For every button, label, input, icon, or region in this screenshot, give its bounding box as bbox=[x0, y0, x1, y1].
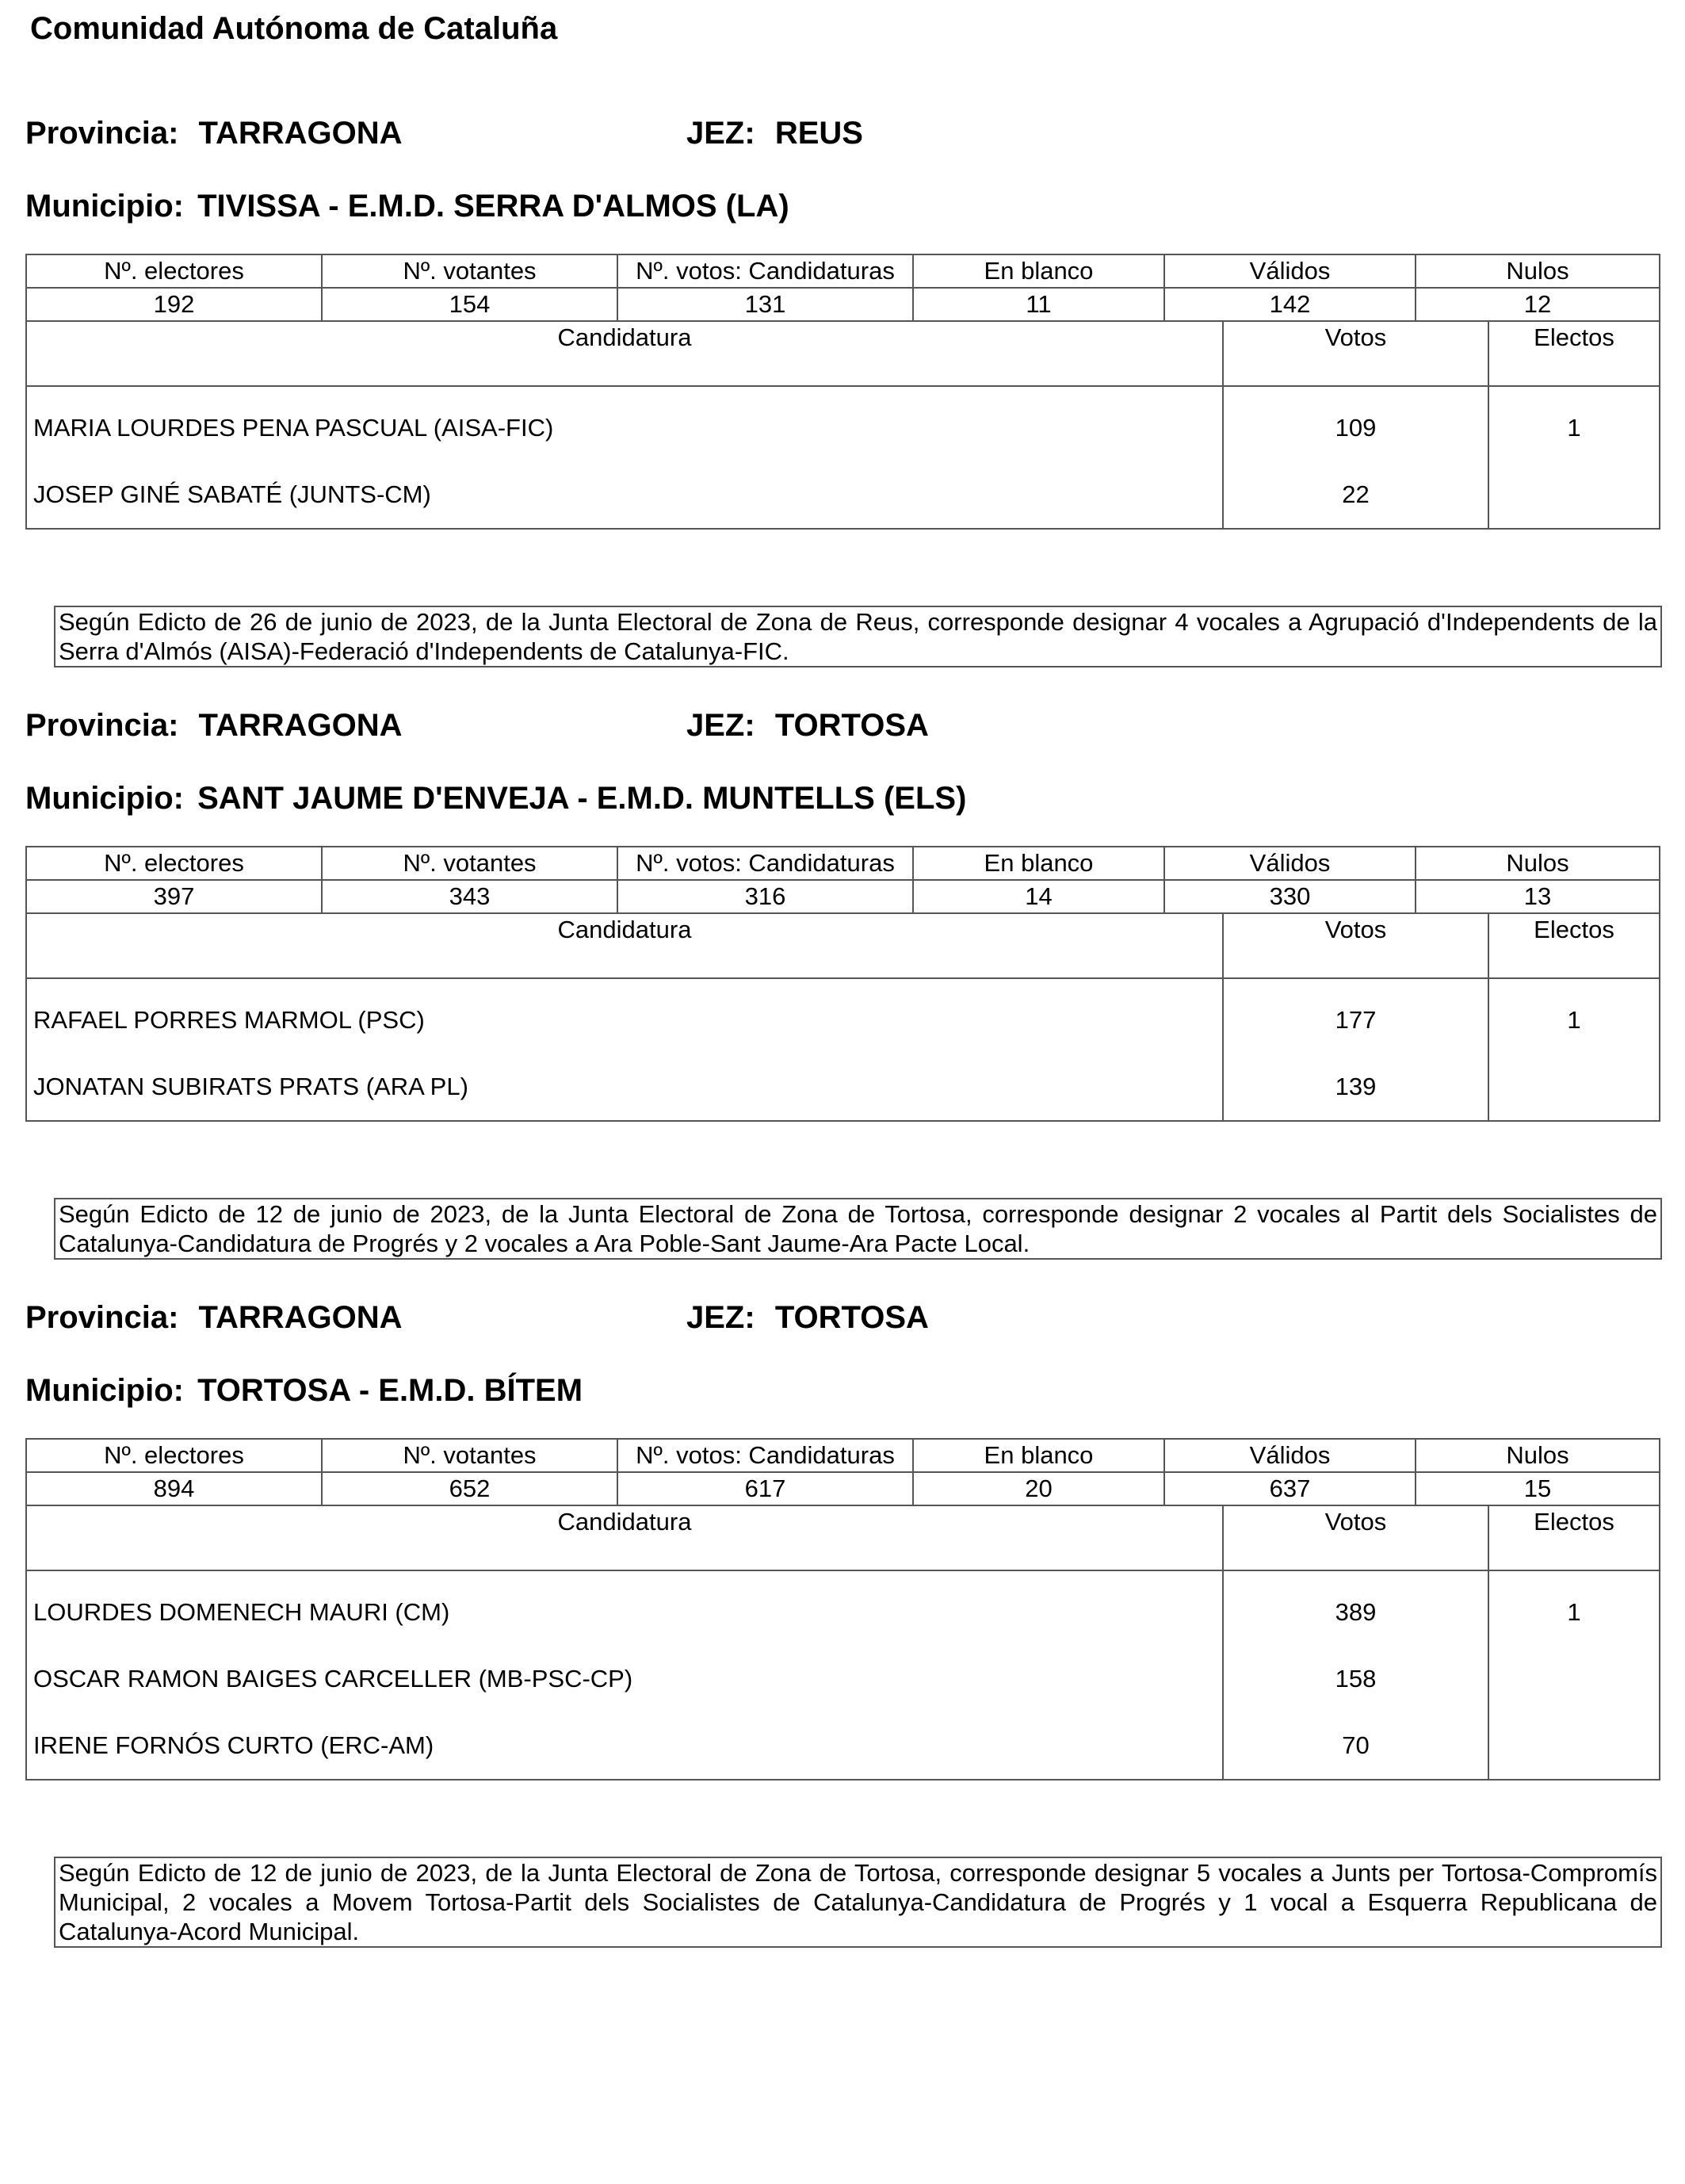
provincia-value: TARRAGONA bbox=[198, 708, 403, 743]
jez-line bbox=[686, 1300, 929, 1336]
stats-electores: 192 bbox=[26, 288, 322, 321]
candidate-name: MARIA LOURDES PENA PASCUAL (AISA-FIC) bbox=[26, 386, 1223, 461]
table-row bbox=[26, 386, 1660, 461]
section-1 bbox=[0, 116, 1685, 702]
stats-header-votantes: Nº. votantes bbox=[322, 1439, 617, 1472]
provincia-value: TARRAGONA bbox=[198, 116, 403, 151]
header-candidatura: Candidatura bbox=[26, 321, 1223, 386]
jez-label: JEZ: bbox=[686, 116, 755, 151]
stats-header-nulos: Nulos bbox=[1416, 847, 1660, 880]
jez-value: TORTOSA bbox=[774, 1300, 929, 1335]
stats-header-blanco: En blanco bbox=[913, 847, 1164, 880]
stats-header-row bbox=[26, 1439, 1660, 1472]
municipio-line bbox=[25, 189, 789, 224]
stats-validos: 637 bbox=[1164, 1472, 1416, 1505]
candidate-name: RAFAEL PORRES MARMOL (PSC) bbox=[26, 978, 1223, 1054]
stats-header-validos: Válidos bbox=[1164, 1439, 1416, 1472]
stats-header-votantes: Nº. votantes bbox=[322, 847, 617, 880]
provincia-line bbox=[25, 1300, 403, 1336]
candidate-electos bbox=[1488, 1712, 1660, 1780]
stats-header-votantes: Nº. votantes bbox=[322, 254, 617, 288]
stats-header-validos: Válidos bbox=[1164, 254, 1416, 288]
candidate-electos: 1 bbox=[1488, 1570, 1660, 1646]
stats-table bbox=[25, 1438, 1660, 1506]
municipio-value: TORTOSA - E.M.D. BÍTEM bbox=[197, 1373, 583, 1408]
stats-header-blanco: En blanco bbox=[913, 1439, 1164, 1472]
provincia-label: Provincia: bbox=[25, 708, 179, 743]
edicto-note: Según Edicto de 26 de junio de 2023, de la Junta Electoral de Zona de Reus, corresponde designar 4 vocales a Agrupació d'Independents de la Serra d'Almós (AISA)-Federació d'Independents de Catalunya-FIC. bbox=[54, 606, 1662, 667]
header-candidatura: Candidatura bbox=[26, 1505, 1223, 1570]
stats-nulos: 12 bbox=[1416, 288, 1660, 321]
section-2 bbox=[0, 708, 1685, 1295]
stats-candidaturas: 316 bbox=[617, 880, 913, 913]
candidate-name: IRENE FORNÓS CURTO (ERC-AM) bbox=[26, 1712, 1223, 1780]
candidate-votos: 177 bbox=[1223, 978, 1488, 1054]
municipio-value: TIVISSA - E.M.D. SERRA D'ALMOS (LA) bbox=[197, 189, 789, 224]
stats-votantes: 652 bbox=[322, 1472, 617, 1505]
candidate-electos: 1 bbox=[1488, 386, 1660, 461]
candidates-table bbox=[25, 912, 1660, 1122]
stats-table bbox=[25, 846, 1660, 914]
header-electos: Electos bbox=[1488, 1505, 1660, 1570]
stats-header-electores: Nº. electores bbox=[26, 1439, 322, 1472]
candidate-name: JONATAN SUBIRATS PRATS (ARA PL) bbox=[26, 1054, 1223, 1121]
candidates-table bbox=[25, 320, 1660, 530]
provincia-label: Provincia: bbox=[25, 116, 179, 151]
stats-header-candidaturas: Nº. votos: Candidaturas bbox=[617, 1439, 913, 1472]
header-votos: Votos bbox=[1223, 1505, 1488, 1570]
stats-header-nulos: Nulos bbox=[1416, 1439, 1660, 1472]
jez-value: REUS bbox=[774, 116, 863, 151]
jez-value: TORTOSA bbox=[774, 708, 929, 743]
candidate-name: JOSEP GINÉ SABATÉ (JUNTS-CM) bbox=[26, 461, 1223, 529]
stats-votantes: 154 bbox=[322, 288, 617, 321]
table-row bbox=[26, 1054, 1660, 1121]
provincia-line bbox=[25, 708, 403, 744]
stats-header-nulos: Nulos bbox=[1416, 254, 1660, 288]
stats-blanco: 11 bbox=[913, 288, 1164, 321]
municipio-line bbox=[25, 1373, 583, 1409]
stats-electores: 397 bbox=[26, 880, 322, 913]
candidates-header-row bbox=[26, 1505, 1660, 1570]
header-votos: Votos bbox=[1223, 913, 1488, 978]
stats-votantes: 343 bbox=[322, 880, 617, 913]
table-row bbox=[26, 978, 1660, 1054]
stats-table bbox=[25, 254, 1660, 322]
table-row bbox=[26, 461, 1660, 529]
stats-header-blanco: En blanco bbox=[913, 254, 1164, 288]
stats-header-electores: Nº. electores bbox=[26, 254, 322, 288]
stats-validos: 142 bbox=[1164, 288, 1416, 321]
stats-blanco: 14 bbox=[913, 880, 1164, 913]
edicto-note: Según Edicto de 12 de junio de 2023, de la Junta Electoral de Zona de Tortosa, corresponde designar 2 vocales al Partit dels Socialistes de Catalunya-Candidatura de Progrés y 2 vocales a Ara Poble-Sant Jaume-Ara Pacte Local. bbox=[54, 1198, 1662, 1260]
municipio-label: Municipio: bbox=[25, 189, 184, 224]
stats-header-candidaturas: Nº. votos: Candidaturas bbox=[617, 847, 913, 880]
jez-line bbox=[686, 708, 929, 744]
stats-candidaturas: 131 bbox=[617, 288, 913, 321]
candidate-votos: 139 bbox=[1223, 1054, 1488, 1121]
candidate-electos bbox=[1488, 1054, 1660, 1121]
candidate-electos bbox=[1488, 1646, 1660, 1712]
candidate-votos: 22 bbox=[1223, 461, 1488, 529]
municipio-value: SANT JAUME D'ENVEJA - E.M.D. MUNTELLS (ELS) bbox=[197, 781, 967, 816]
provincia-value: TARRAGONA bbox=[198, 1300, 403, 1335]
edicto-note: Según Edicto de 12 de junio de 2023, de la Junta Electoral de Zona de Tortosa, corresponde designar 5 vocales a Junts per Tortosa-Compromís Municipal, 2 vocales a Movem Tortosa-Partit dels Socialistes de Catalunya-Candidatura de Progrés y 1 vocal a Esquerra Republicana de Catalunya-Acord Municipal. bbox=[54, 1857, 1662, 1948]
table-row bbox=[26, 1646, 1660, 1712]
table-row bbox=[26, 1712, 1660, 1780]
stats-header-row bbox=[26, 254, 1660, 288]
stats-value-row bbox=[26, 288, 1660, 321]
candidate-electos bbox=[1488, 461, 1660, 529]
candidates-header-row bbox=[26, 321, 1660, 386]
candidates-header-row bbox=[26, 913, 1660, 978]
table-row bbox=[26, 1570, 1660, 1646]
header-electos: Electos bbox=[1488, 321, 1660, 386]
stats-header-validos: Válidos bbox=[1164, 847, 1416, 880]
jez-label: JEZ: bbox=[686, 708, 755, 743]
jez-line bbox=[686, 116, 863, 151]
municipio-line bbox=[25, 781, 966, 817]
municipio-label: Municipio: bbox=[25, 1373, 184, 1408]
stats-value-row bbox=[26, 880, 1660, 913]
municipio-label: Municipio: bbox=[25, 781, 184, 816]
stats-header-row bbox=[26, 847, 1660, 880]
candidate-name: LOURDES DOMENECH MAURI (CM) bbox=[26, 1570, 1223, 1646]
header-electos: Electos bbox=[1488, 913, 1660, 978]
candidate-electos: 1 bbox=[1488, 978, 1660, 1054]
stats-candidaturas: 617 bbox=[617, 1472, 913, 1505]
stats-nulos: 13 bbox=[1416, 880, 1660, 913]
candidate-votos: 109 bbox=[1223, 386, 1488, 461]
region-title: Comunidad Autónoma de Cataluña bbox=[30, 11, 558, 46]
candidates-table bbox=[25, 1505, 1660, 1780]
candidate-votos: 389 bbox=[1223, 1570, 1488, 1646]
stats-header-electores: Nº. electores bbox=[26, 847, 322, 880]
stats-value-row bbox=[26, 1472, 1660, 1505]
jez-label: JEZ: bbox=[686, 1300, 755, 1335]
stats-electores: 894 bbox=[26, 1472, 322, 1505]
stats-validos: 330 bbox=[1164, 880, 1416, 913]
stats-header-candidaturas: Nº. votos: Candidaturas bbox=[617, 254, 913, 288]
stats-blanco: 20 bbox=[913, 1472, 1164, 1505]
section-3 bbox=[0, 1300, 1685, 1945]
stats-nulos: 15 bbox=[1416, 1472, 1660, 1505]
candidate-name: OSCAR RAMON BAIGES CARCELLER (MB-PSC-CP) bbox=[26, 1646, 1223, 1712]
header-votos: Votos bbox=[1223, 321, 1488, 386]
provincia-line bbox=[25, 116, 403, 151]
header-candidatura: Candidatura bbox=[26, 913, 1223, 978]
candidate-votos: 158 bbox=[1223, 1646, 1488, 1712]
provincia-label: Provincia: bbox=[25, 1300, 179, 1335]
candidate-votos: 70 bbox=[1223, 1712, 1488, 1780]
